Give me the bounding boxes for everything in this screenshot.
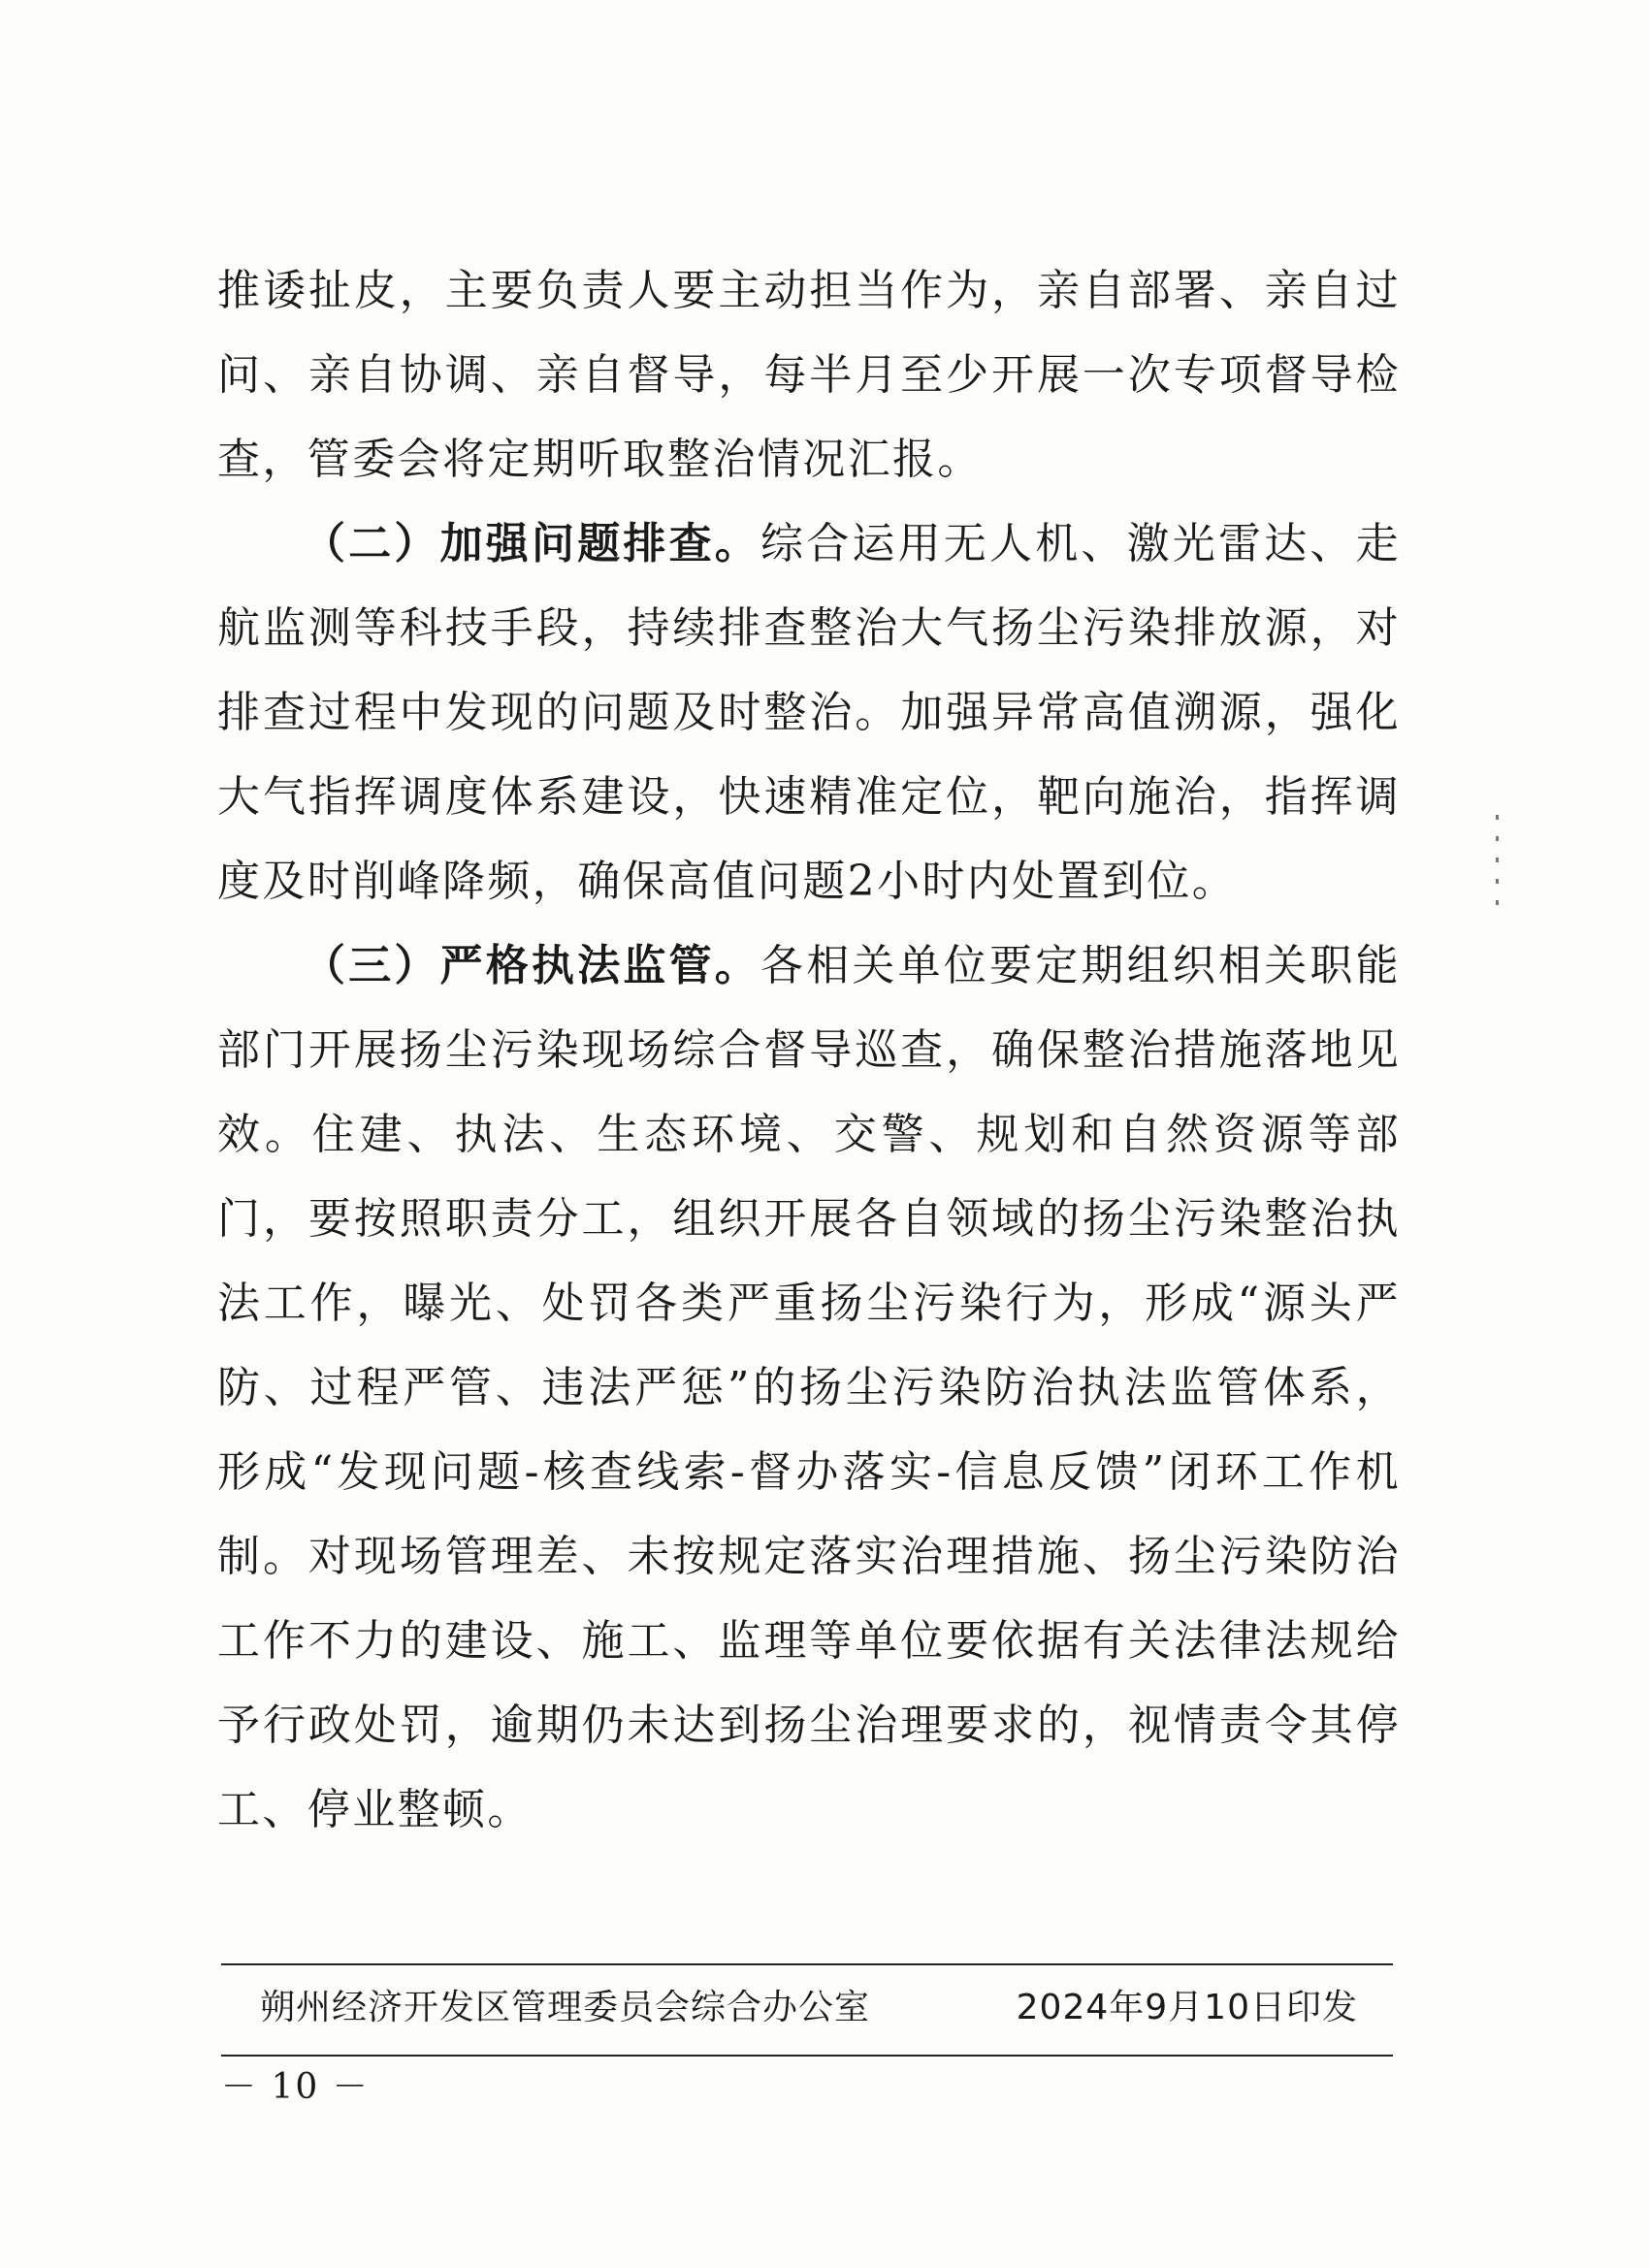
paragraph-2-text: 综合运用无人机、激光雷达、走航监测等科技手段，持续排查整治大气扬尘污染排放源，对排查过程中发现的问题及时整治。加强异常高值溯源，强化大气指挥调度体系建设，快速精准定位，靶向施治，指挥调度及时削峰降频，确保高值问题2小时内处置到位。 xyxy=(217,519,1401,906)
paragraph-1 xyxy=(217,248,1401,502)
footer-rule-top xyxy=(221,1963,1393,1965)
issuer-name: 朔州经济开发区管理委员会综合办公室 xyxy=(260,1988,871,2027)
scan-artifact xyxy=(1494,815,1502,912)
paragraph-3 xyxy=(217,923,1401,1852)
section-heading-3: （三）严格执法监管。 xyxy=(303,941,760,990)
page-number: － 10 － xyxy=(221,2067,370,2107)
document-body xyxy=(217,248,1401,1852)
section-heading-2: （二）加强问题排查。 xyxy=(303,519,760,568)
footer-imprint xyxy=(221,1975,1393,2043)
footer-rule-bottom xyxy=(221,2055,1393,2057)
paragraph-1-text: 推诿扯皮，主要负责人要主动担当作为，亲自部署、亲自过问、亲自协调、亲自督导，每半月至少开展一次专项督导检查，管委会将定期听取整治情况汇报。 xyxy=(217,266,1401,484)
paragraph-2 xyxy=(217,502,1401,923)
print-date: 2024年9月10日印发 xyxy=(1016,1988,1358,2027)
paragraph-3-text: 各相关单位要定期组织相关职能部门开展扬尘污染现场综合督导巡查，确保整治措施落地见效。住建、执法、生态环境、交警、规划和自然资源等部门，要按照职责分工，组织开展各自领域的扬尘污染整治执法工作，曝光、处罚各类严重扬尘污染行为，形成“源头严防、过程严管、违法严惩”的扬尘污染防治执法监管体系，形成“发现问题-核查线索-督办落实-信息反馈”闭环工作机制。对现场管理差、未按规定落实治理措施、扬尘污染防治工作不力的建设、施工、监理等单位要依据有关法律法规给予行政处罚，逾期仍未达到扬尘治理要求的，视情责令其停工、停业整顿。 xyxy=(217,941,1401,1834)
